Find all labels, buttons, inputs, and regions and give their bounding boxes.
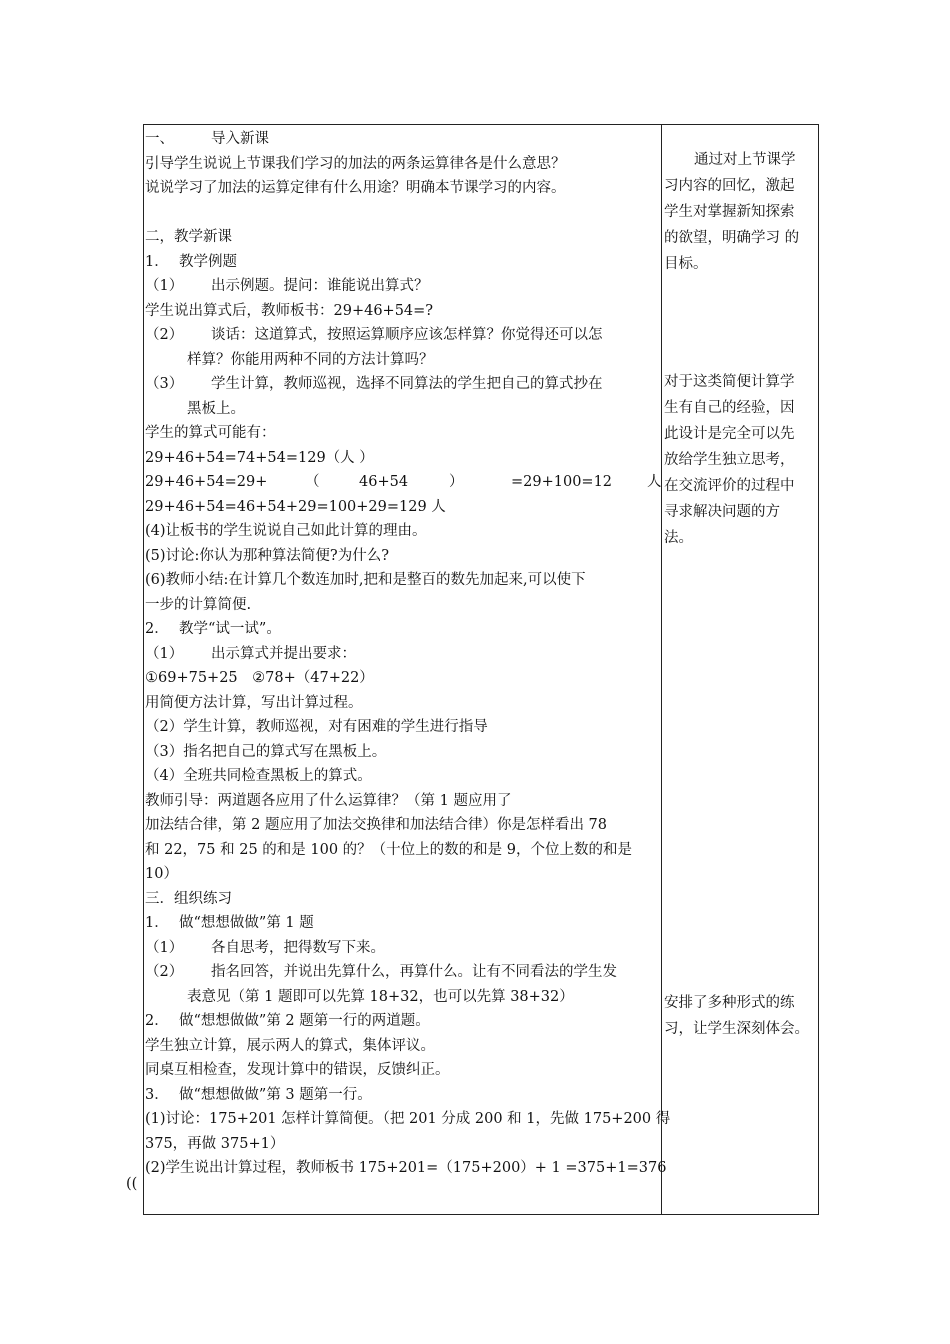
note-line: 安排了多种形式的练 — [664, 995, 795, 1011]
text-line: 加法结合律，第 2 题应用了加法交换律和加法结合律）你是怎样看出 78 — [145, 817, 608, 833]
design-note — [664, 369, 818, 551]
item-text: 教学例题 — [179, 253, 237, 270]
text-line: 教师引导：两道题各应用了什么运算律？（第 1 题应用了 — [145, 792, 512, 809]
text-line — [145, 1009, 660, 1034]
text-line: 和 22，75 和 25 的和是 100 的？（十位上的数的和是 9，个位上数的和是 — [145, 841, 633, 858]
text-line: 29+46+54=74+54=129（人 ） — [145, 449, 374, 466]
text-line — [145, 936, 660, 961]
text-line — [145, 911, 660, 936]
text-line: 引导学生说说上节课我们学习的加法的两条运算律各是什么意思？ — [145, 155, 566, 172]
formula-part: ） — [449, 474, 464, 490]
text-line: 用简便方法计算，写出计算过程。 — [145, 694, 363, 711]
text-line: (2)学生说出计算过程，教师板书 175+201=（175+200）+ 1 =375+1=376 — [145, 1160, 667, 1176]
note-line: 此设计是完全可以先 — [664, 426, 795, 442]
text-line: 黑板上。 — [187, 400, 245, 417]
item-text: 做“想想做做”第 3 题第一行。 — [179, 1086, 372, 1103]
note-line: 通过对上节课学 — [694, 152, 796, 168]
stray-mark: (( — [126, 1176, 138, 1192]
item-number: （1） — [145, 939, 184, 956]
item-text: 学生计算，教师巡视，选择不同算法的学生把自己的算式抄在 — [211, 376, 603, 392]
teaching-process-column — [145, 127, 671, 1181]
item-number: 3． — [145, 1086, 169, 1103]
text-line: (1)讨论：175+201 怎样计算简便。（把 201 分成 200 和 1，先做 175+200 得 — [145, 1111, 671, 1127]
text-line: 样算？你能用两种不同的方法计算吗？ — [187, 351, 434, 368]
note-line: 习内容的回忆，激起 — [664, 178, 795, 194]
item-number: 2． — [145, 621, 169, 637]
item-number: （2） — [145, 327, 184, 343]
text-line: 29+46+54=46+54+29=100+29=129 人 — [145, 498, 446, 515]
text-line — [145, 1083, 660, 1108]
note-line: 的欲望，明确学习 的 — [664, 230, 800, 246]
note-line: 寻求解决问题的方 — [664, 504, 780, 520]
note-line: 放给学生独立思考， — [664, 452, 795, 468]
formula-part: （ — [305, 474, 320, 490]
text-line: ①69+75+25 ②78+（47+22） — [145, 670, 374, 686]
text-line — [145, 642, 660, 667]
text-line — [145, 323, 660, 348]
item-text: 导入新课 — [211, 131, 269, 147]
text-line — [145, 960, 660, 985]
text-line: (6)教师小结:在计算几个数连加时,把和是整百的数先加起来,可以使下 — [145, 572, 586, 588]
formula-part: 29+46+54=29+ — [145, 474, 268, 490]
text-line: 三．组织练习 — [145, 890, 232, 907]
design-note — [664, 147, 818, 277]
design-note — [664, 990, 818, 1042]
text-line — [145, 470, 660, 495]
note-line: 习，让学生深刻体会。 — [664, 1021, 809, 1037]
text-line — [145, 250, 660, 275]
item-number: （1） — [145, 278, 184, 294]
formula-part: 46+54 — [359, 474, 409, 490]
text-line: 二，教学新课 — [145, 229, 232, 245]
note-line: 法。 — [664, 530, 693, 546]
item-number: （1） — [145, 645, 184, 662]
note-line: 目标。 — [664, 256, 708, 272]
formula-part: 人 — [647, 474, 662, 490]
note-line: 学生对掌握新知探索 — [664, 204, 795, 220]
text-line — [145, 617, 660, 642]
text-line: (5)讨论:你认为那种算法简便?为什么? — [145, 547, 389, 564]
item-text: 做“想想做做”第 2 题第一行的两道题。 — [179, 1013, 430, 1029]
text-line: 说说学习了加法的运算定律有什么用途？明确本节课学习的内容。 — [145, 180, 566, 196]
text-line: 学生说出算式后，教师板书：29+46+54=? — [145, 302, 434, 319]
note-line: 在交流评价的过程中 — [664, 478, 795, 494]
text-line: 10） — [145, 866, 178, 882]
lesson-plan-table — [143, 124, 819, 1215]
item-number: （2） — [145, 964, 184, 980]
text-line: (4)让板书的学生说说自己如此计算的理由。 — [145, 523, 427, 539]
text-line: 学生的算式可能有： — [145, 425, 276, 441]
item-number: （3） — [145, 376, 184, 392]
item-text: 各自思考，把得数写下来。 — [211, 939, 385, 956]
text-line: 学生独立计算，展示两人的算式，集体评议。 — [145, 1037, 435, 1054]
text-line — [145, 274, 660, 299]
item-text: 指名回答，并说出先算什么，再算什么。让有不同看法的学生发 — [211, 964, 617, 980]
text-line: （3）指名把自己的算式写在黑板上。 — [145, 743, 387, 760]
item-text: 教学“试一试”。 — [179, 621, 281, 637]
text-line — [145, 372, 660, 397]
text-line: 同桌互相检查，发现计算中的错误，反馈纠正。 — [145, 1062, 450, 1078]
item-number: 1． — [145, 915, 169, 931]
note-line: 生有自己的经验，因 — [664, 400, 795, 416]
item-text: 谈话：这道算式，按照运算顺序应该怎样算？你觉得还可以怎 — [211, 327, 603, 343]
text-line — [145, 127, 660, 152]
text-line — [145, 201, 660, 226]
item-number: 1． — [145, 253, 169, 270]
text-line: 一步的计算简便. — [145, 596, 252, 613]
text-line: 375，再做 375+1） — [145, 1135, 285, 1152]
item-text: 做“想想做做”第 1 题 — [179, 915, 314, 931]
item-text: 出示算式并提出要求： — [211, 645, 356, 662]
column-divider — [661, 125, 662, 1214]
item-number: 2． — [145, 1013, 169, 1029]
formula-part: =29+100=12 — [511, 474, 613, 490]
item-number: 一、 — [145, 131, 174, 147]
item-text: 出示例题。提问：谁能说出算式？ — [211, 278, 429, 294]
text-line: （2）学生计算，教师巡视，对有困难的学生进行指导 — [145, 719, 488, 735]
text-line: （4）全班共同检查黑板上的算式。 — [145, 768, 372, 784]
note-line: 对于这类简便计算学 — [664, 374, 795, 390]
text-line: 表意见（第 1 题即可以先算 18+32，也可以先算 38+32） — [187, 988, 574, 1005]
